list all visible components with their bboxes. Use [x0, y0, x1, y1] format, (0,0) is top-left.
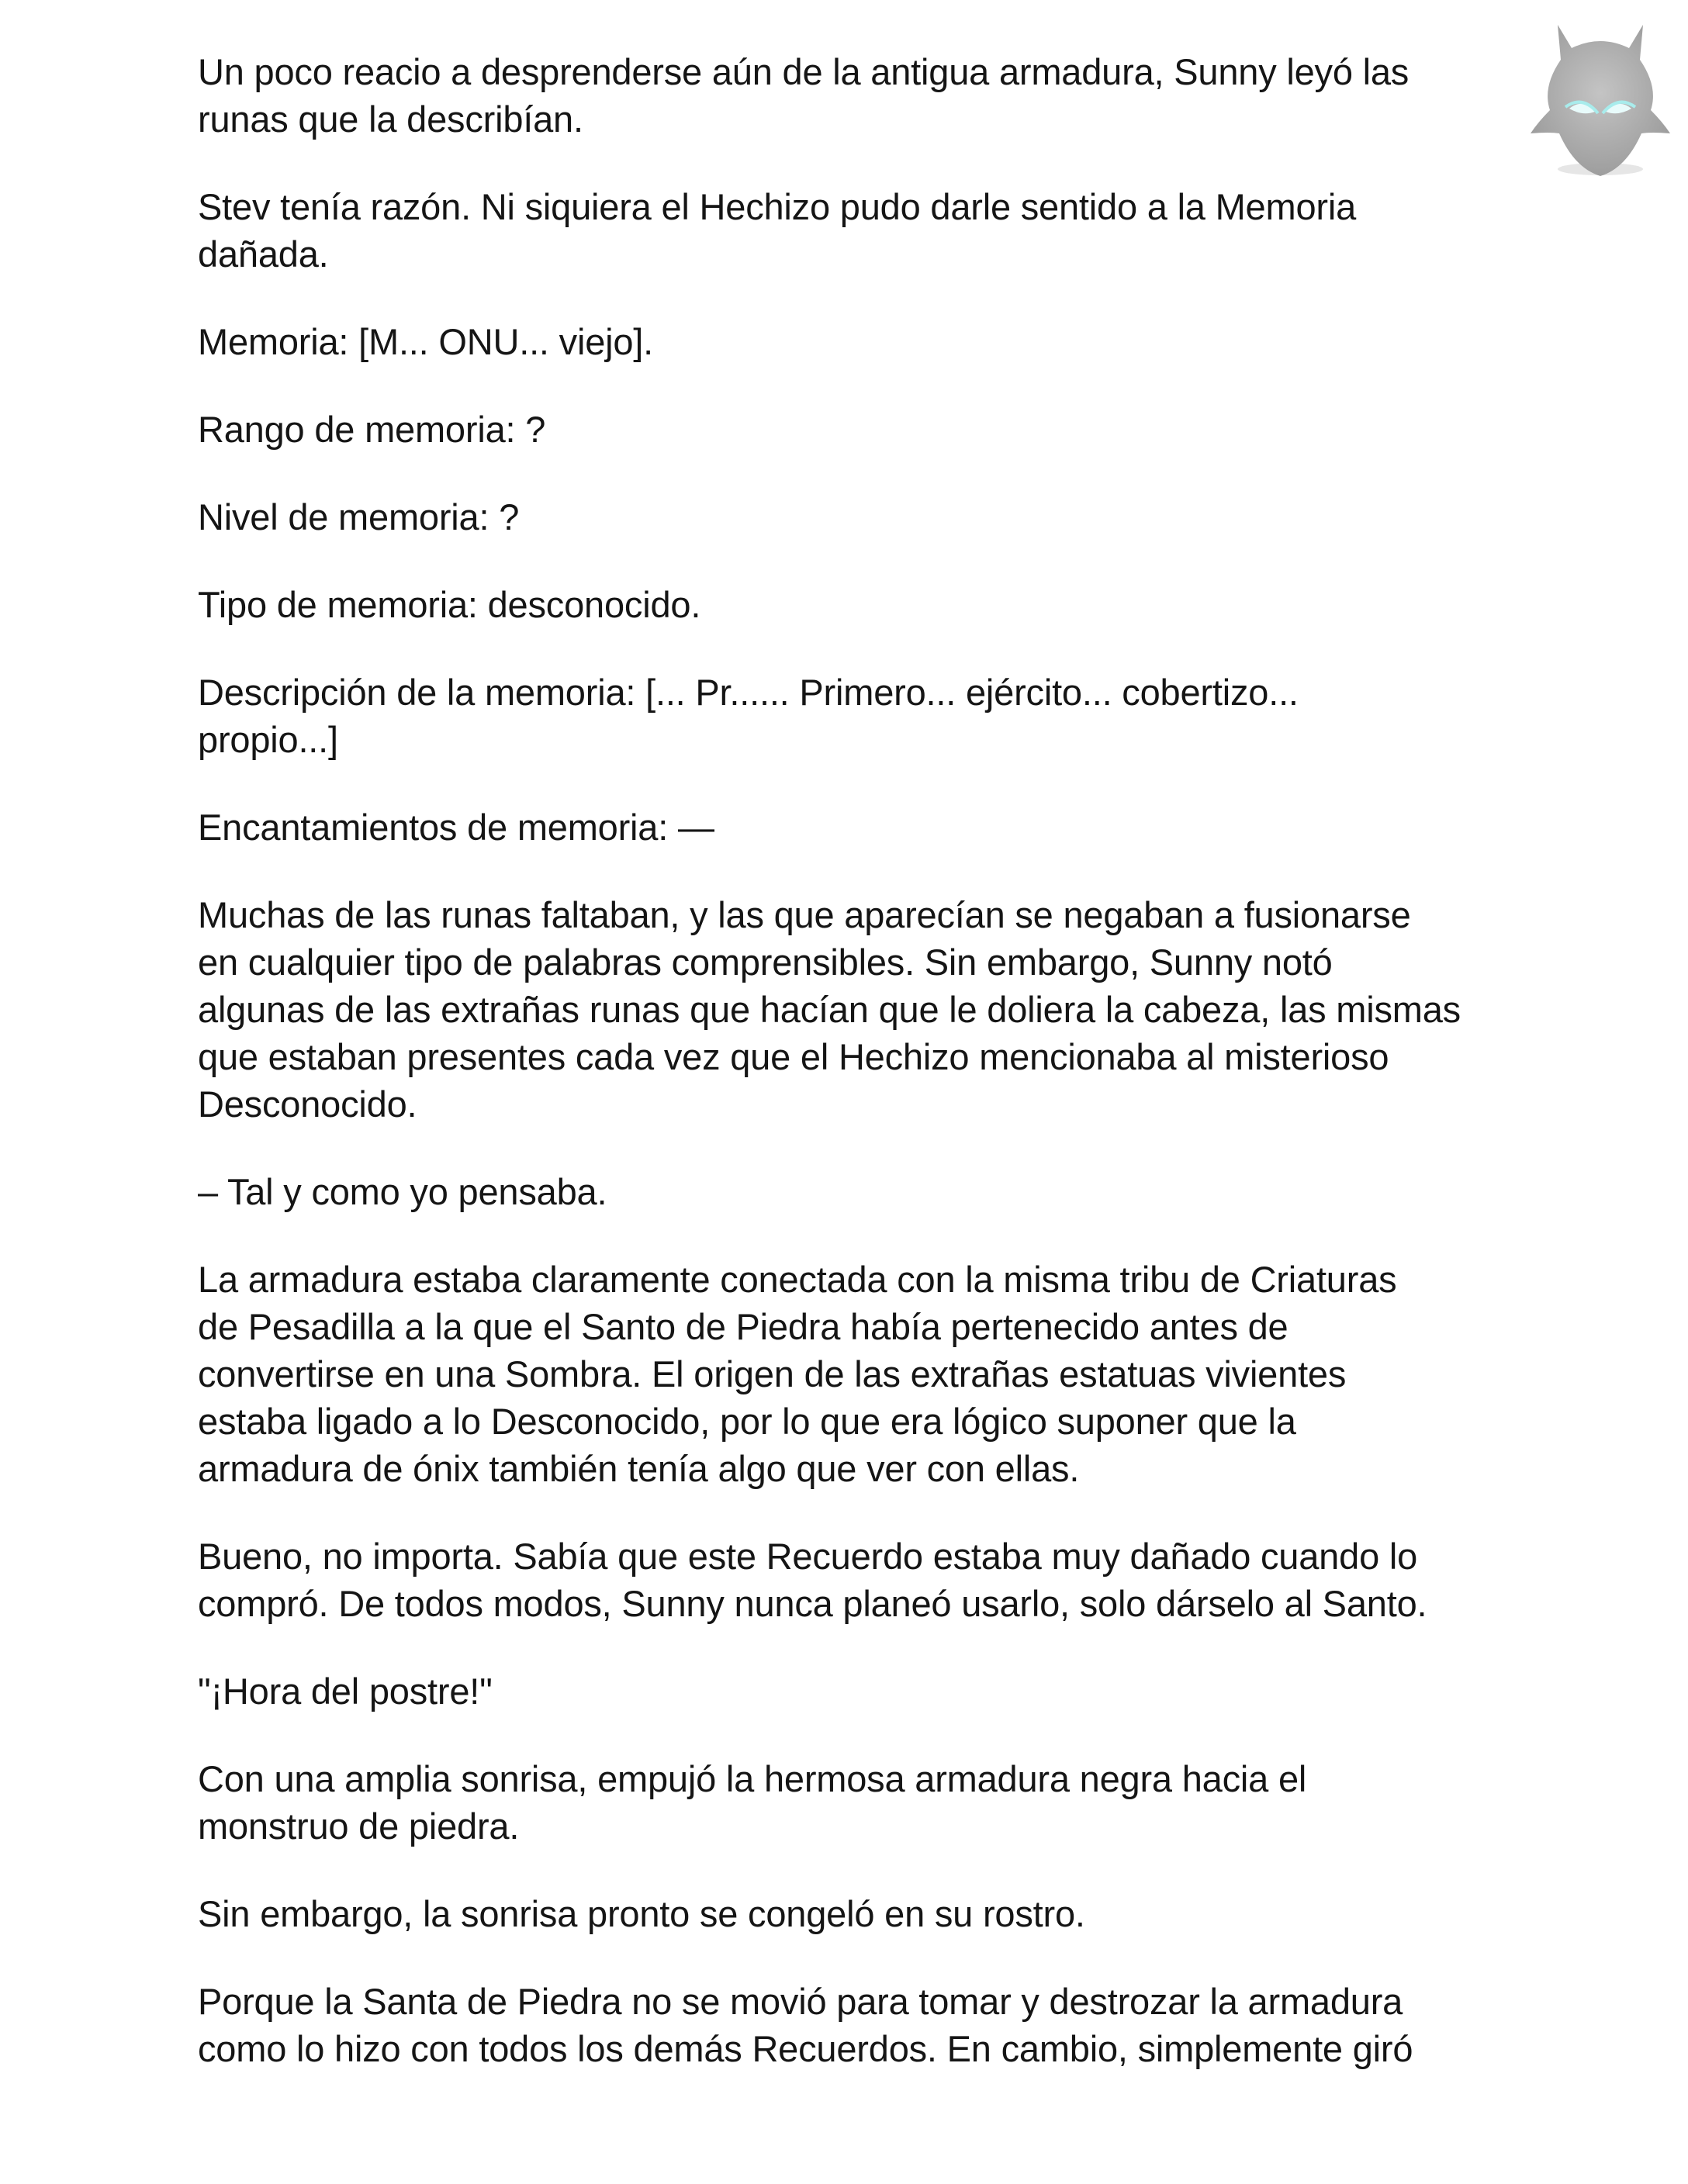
paragraph: Tipo de memoria: desconocido.: [198, 584, 701, 625]
paragraph: Bueno, no importa. Sabía que este Recuerdo estaba muy dañado cuando lo compró. De todos modos, Sunny nunca planeó usarlo, solo dárselo al Santo.: [198, 1536, 1427, 1624]
paragraph: – Tal y como yo pensaba.: [198, 1171, 607, 1212]
paragraph: Un poco reacio a desprenderse aún de la antigua armadura, Sunny leyó las runas que la describían.: [198, 51, 1410, 140]
paragraph: La armadura estaba claramente conectada con la misma tribu de Criaturas de Pesadilla a la que el Santo de Piedra había pertenecido antes de convertirse en una Sombra. El origen de las extrañas estatuas vivientes estaba ligado a lo Desconocido, por lo que era lógico suponer que la armadura de ónix también tenía algo que ver con ellas.: [198, 1259, 1397, 1489]
paragraph: Sin embargo, la sonrisa pronto se congeló en su rostro.: [198, 1893, 1085, 1934]
paragraph: Porque la Santa de Piedra no se movió para tomar y destrozar la armadura como lo hizo con todos los demás Recuerdos. En cambio, simplemente giró: [198, 1981, 1413, 2069]
paragraph: Memoria: [M... ONU... viejo].: [198, 321, 654, 362]
paragraph: "¡Hora del postre!": [198, 1671, 493, 1712]
paragraph: Descripción de la memoria: [... Pr...... Primero... ejército... cobertizo... propio...]: [198, 672, 1299, 760]
paragraph: Muchas de las runas faltaban, y las que aparecían se negaban a fusionarse en cualquier tipo de palabras comprensibles. Sin embargo, Sunny notó algunas de las extrañas runas que hacían que le doliera la cabeza, las mismas que estaban presentes cada vez que el Hechizo mencionaba al misterioso Desconocido.: [198, 894, 1461, 1125]
paragraph: Encantamientos de memoria: —: [198, 807, 714, 848]
paragraph: Stev tenía razón. Ni siquiera el Hechizo pudo darle sentido a la Memoria dañada.: [198, 186, 1357, 275]
paragraph: Nivel de memoria: ?: [198, 496, 520, 537]
demon-head-logo-icon: [1527, 17, 1674, 188]
paragraph: Rango de memoria: ?: [198, 409, 546, 450]
document-body: [198, 48, 1532, 2113]
paragraph: Con una amplia sonrisa, empujó la hermosa armadura negra hacia el monstruo de piedra.: [198, 1758, 1307, 1847]
